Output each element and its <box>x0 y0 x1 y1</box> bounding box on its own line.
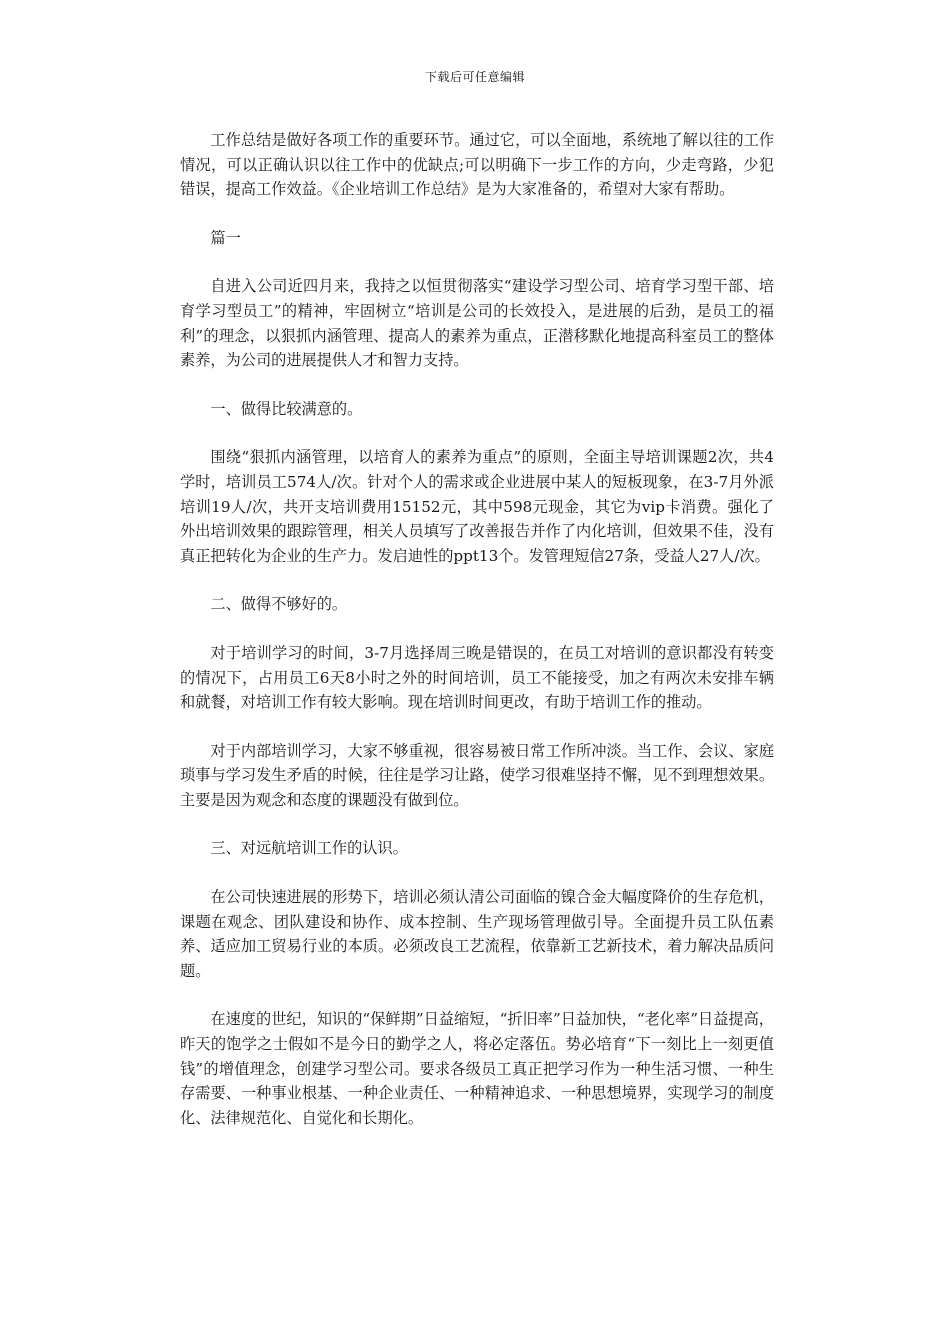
paragraph-1: 自进入公司近四月来，我持之以恒贯彻落实“建设学习型公司、培育学习型干部、培育学习型员工”的精神，牢固树立“培训是公司的长效投入，是进展的后劲，是员工的福利”的理念，以狠抓内涵管理、提高人的素养为重点，正潜移默化地提高科室员工的整体素养，为公司的进展提供人才和智力支持。 <box>180 277 774 370</box>
paragraph-2: 围绕“狠抓内涵管理，以培育人的素养为重点”的原则，全面主导培训课题2次，共4学时，培训员工574人/次。针对个人的需求或企业进展中某人的短板现象，在3-7月外派培训19人/次，共开支培训费用15152元，其中598元现金，其它为vip卡消费。强化了外出培训效果的跟踪管理，相关人员填写了改善报告并作了内化培训，但效果不佳，没有真正把转化为企业的生产力。发启迪性的ppt13个。发管理短信27条，受益人27人/次。 <box>180 448 774 565</box>
section-heading-3: 三、对远航培训工作的认识。 <box>210 839 408 858</box>
paragraph-4: 对于内部培训学习，大家不够重视，很容易被日常工作所冲淡。当工作、会议、家庭琐事与学习发生矛盾的时候，往往是学习让路，使学习很难坚持不懈，见不到理想效果。主要是因为观念和态度的课题没有做到位。 <box>180 741 774 809</box>
part-title: 篇一 <box>210 228 241 247</box>
section-heading-1: 一、做得比较满意的。 <box>210 399 363 418</box>
section-heading-2: 二、做得不够好的。 <box>210 595 348 614</box>
download-note: 下载后可任意编辑 <box>424 70 525 84</box>
intro-paragraph: 工作总结是做好各项工作的重要环节。通过它，可以全面地，系统地了解以往的工作情况，可以正确认识以往工作中的优缺点;可以明确下一步工作的方向，少走弯路，少犯错误，提高工作效益。《企业培训工作总结》是为大家准备的，希望对大家有帮助。 <box>180 131 774 199</box>
paragraph-6: 在速度的世纪，知识的“保鲜期”日益缩短，“折旧率”日益加快，“老化率”日益提高，昨天的饱学之士假如不是今日的勤学之人，将必定落伍。势必培育“下一刻比上一刻更值钱”的增值理念，创建学习型公司。要求各级员工真正把学习作为一种生活习惯、一种生存需要、一种事业根基、一种企业责任、一种精神追求、一种思想境界，实现学习的制度化、法律规范化、自觉化和长期化。 <box>180 1010 774 1127</box>
document-body <box>180 128 774 1154</box>
paragraph-5: 在公司快速进展的形势下，培训必须认清公司面临的镍合金大幅度降价的生存危机，课题在观念、团队建设和协作、成本控制、生产现场管理做引导。全面提升员工队伍素养、适应加工贸易行业的本质。必须改良工艺流程，依靠新工艺新技术，着力解决品质问题。 <box>180 888 774 980</box>
paragraph-3: 对于培训学习的时间，3-7月选择周三晚是错误的，在员工对培训的意识都没有转变的情况下，占用员工6天8小时之外的时间培训，员工不能接受，加之有两次未安排车辆和就餐，对培训工作有较大影响。现在培训时间更改，有助于培训工作的推动。 <box>180 643 774 712</box>
